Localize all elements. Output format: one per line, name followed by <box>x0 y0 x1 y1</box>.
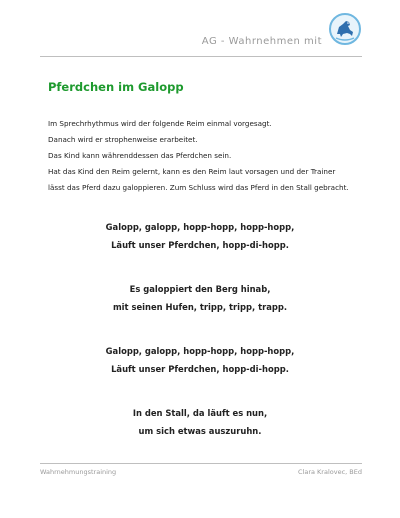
page-footer <box>40 463 362 478</box>
poem-line: Galopp, galopp, hopp-hopp, hopp-hopp, <box>105 222 295 232</box>
footer-left: Wahrnehmungstraining <box>40 468 117 476</box>
poem <box>0 218 400 466</box>
poem-line: Galopp, galopp, hopp-hopp, hopp-hopp, <box>105 346 295 356</box>
footer-author: Clara Kralovec, BEd <box>298 468 362 476</box>
poem-stanza <box>0 404 400 440</box>
poem-line: Läuft unser Pferdchen, hopp-di-hopp. <box>111 240 289 250</box>
poem-stanza <box>0 280 400 316</box>
intro-line: Im Sprechrhythmus wird der folgende Reim einmal vorgesagt. <box>48 119 272 128</box>
poem-line: um sich etwas auszuruhn. <box>138 426 262 436</box>
intro-text <box>48 116 368 196</box>
page-title: Pferdchen im Galopp <box>48 80 184 94</box>
horse-logo-icon <box>328 12 362 46</box>
poem-line: In den Stall, da läuft es nun, <box>132 408 268 418</box>
page-header <box>40 12 362 57</box>
header-title: AG - Wahrnehmen mit <box>201 36 322 47</box>
intro-line: lässt das Pferd dazu galoppieren. Zum Schluss wird das Pferd in den Stall gebracht. <box>48 183 349 192</box>
poem-line: Läuft unser Pferdchen, hopp-di-hopp. <box>111 364 289 374</box>
poem-line: Es galoppiert den Berg hinab, <box>129 284 271 294</box>
poem-stanza <box>0 218 400 254</box>
poem-line: mit seinen Hufen, tripp, tripp, trapp. <box>112 302 288 312</box>
intro-line: Danach wird er strophenweise erarbeitet. <box>48 135 198 144</box>
poem-stanza <box>0 342 400 378</box>
intro-line: Das Kind kann währenddessen das Pferdchen sein. <box>48 151 232 160</box>
intro-line: Hat das Kind den Reim gelernt, kann es den Reim laut vorsagen und der Trainer <box>48 167 336 176</box>
